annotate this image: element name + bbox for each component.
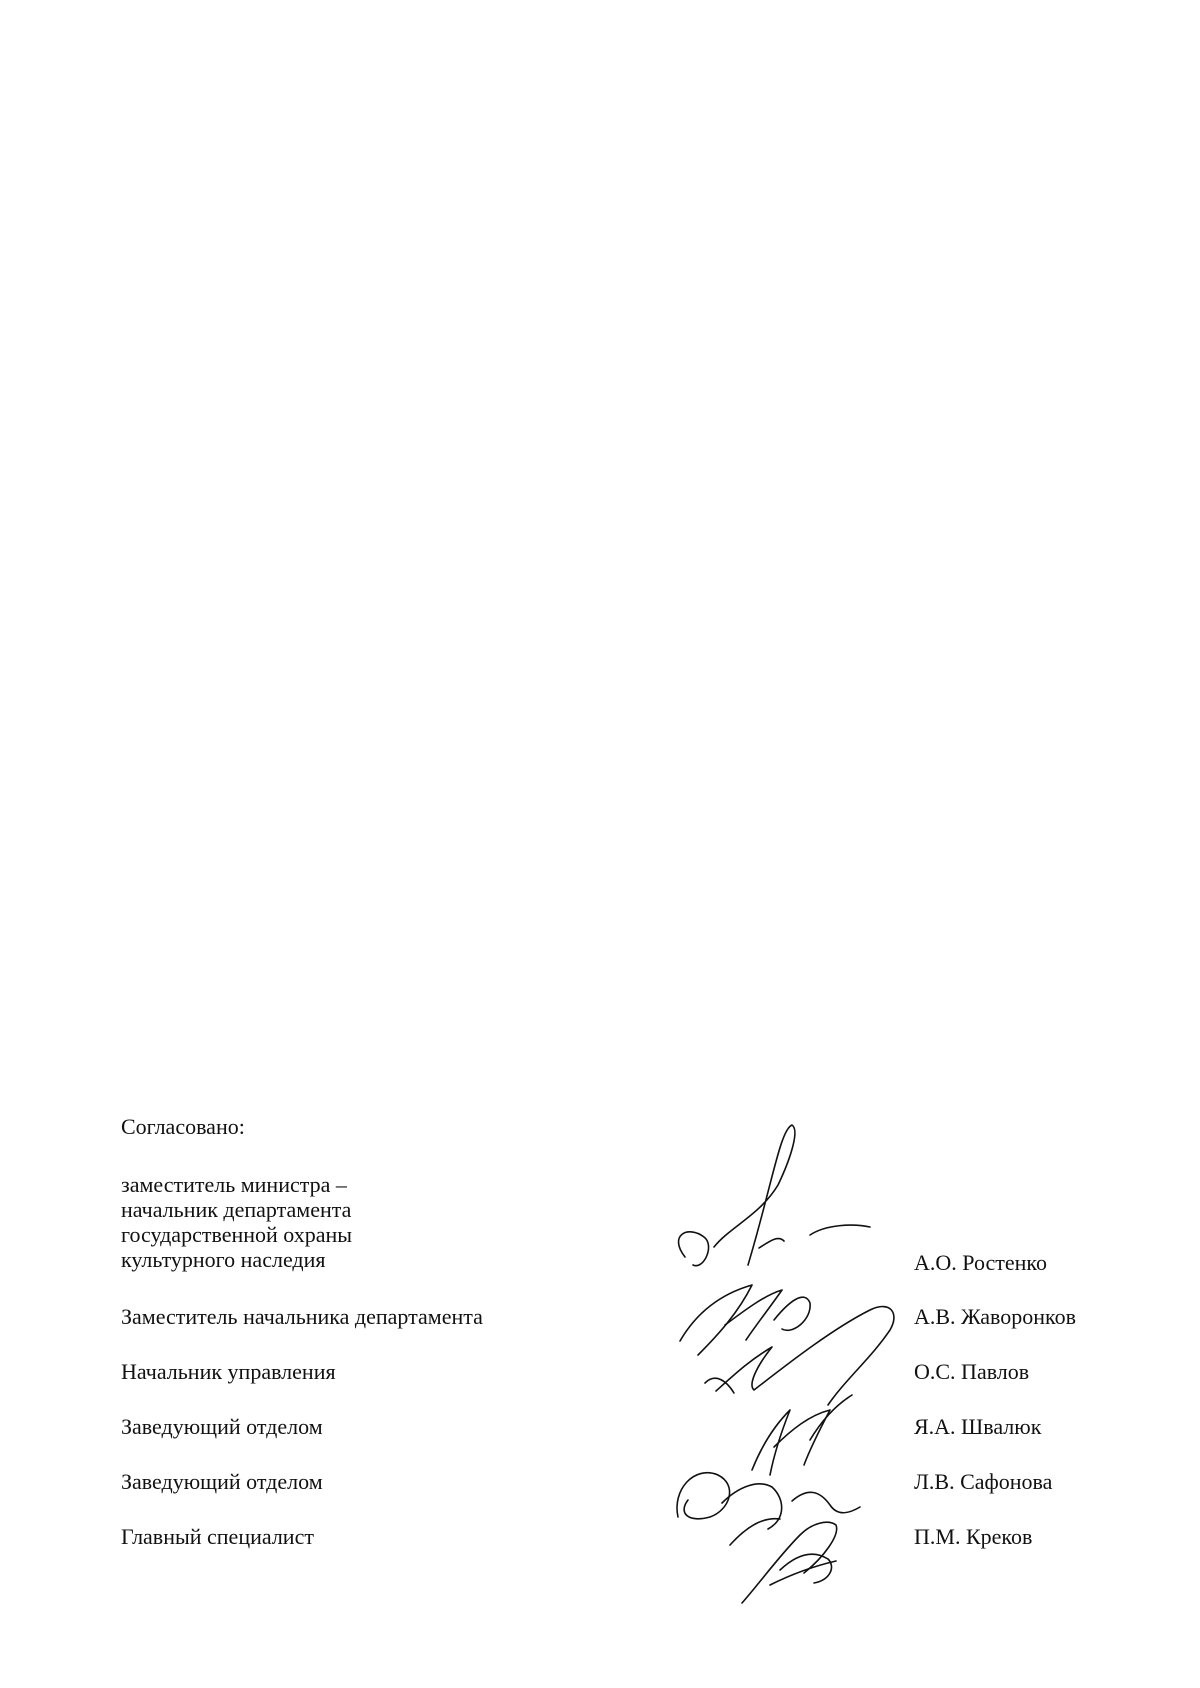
signatory-position-4: Заведующий отделом	[121, 1414, 323, 1439]
signatory-name-4: Я.А. Швалюк	[914, 1414, 1042, 1439]
signatory-name-1: А.О. Ростенко	[914, 1250, 1047, 1275]
signature-6	[742, 1522, 837, 1603]
signature-3	[705, 1307, 894, 1405]
signatory-name-6: П.М. Креков	[914, 1524, 1033, 1549]
signatory-name-3: О.С. Павлов	[914, 1359, 1030, 1384]
position-line-3: государственной охраны	[121, 1222, 353, 1247]
signature-5	[677, 1473, 860, 1545]
signatory-position-3: Начальник управления	[121, 1359, 336, 1384]
approval-title: Согласовано:	[121, 1114, 245, 1139]
position-line-1: заместитель министра –	[121, 1172, 347, 1197]
signature-1	[679, 1125, 870, 1266]
signatory-name-2: А.В. Жаворонков	[914, 1304, 1076, 1329]
signatory-position-6: Главный специалист	[121, 1524, 314, 1549]
position-line-2: начальник департамента	[121, 1197, 352, 1222]
handwritten-signatures	[660, 1115, 940, 1615]
signatory-name-5: Л.В. Сафонова	[914, 1469, 1053, 1494]
signatory-position-5: Заведующий отделом	[121, 1469, 323, 1494]
position-line-4: культурного наследия	[121, 1247, 326, 1272]
signatory-position-2: Заместитель начальника департамента	[121, 1304, 483, 1329]
signature-2	[680, 1285, 810, 1355]
signature-4	[752, 1395, 852, 1475]
